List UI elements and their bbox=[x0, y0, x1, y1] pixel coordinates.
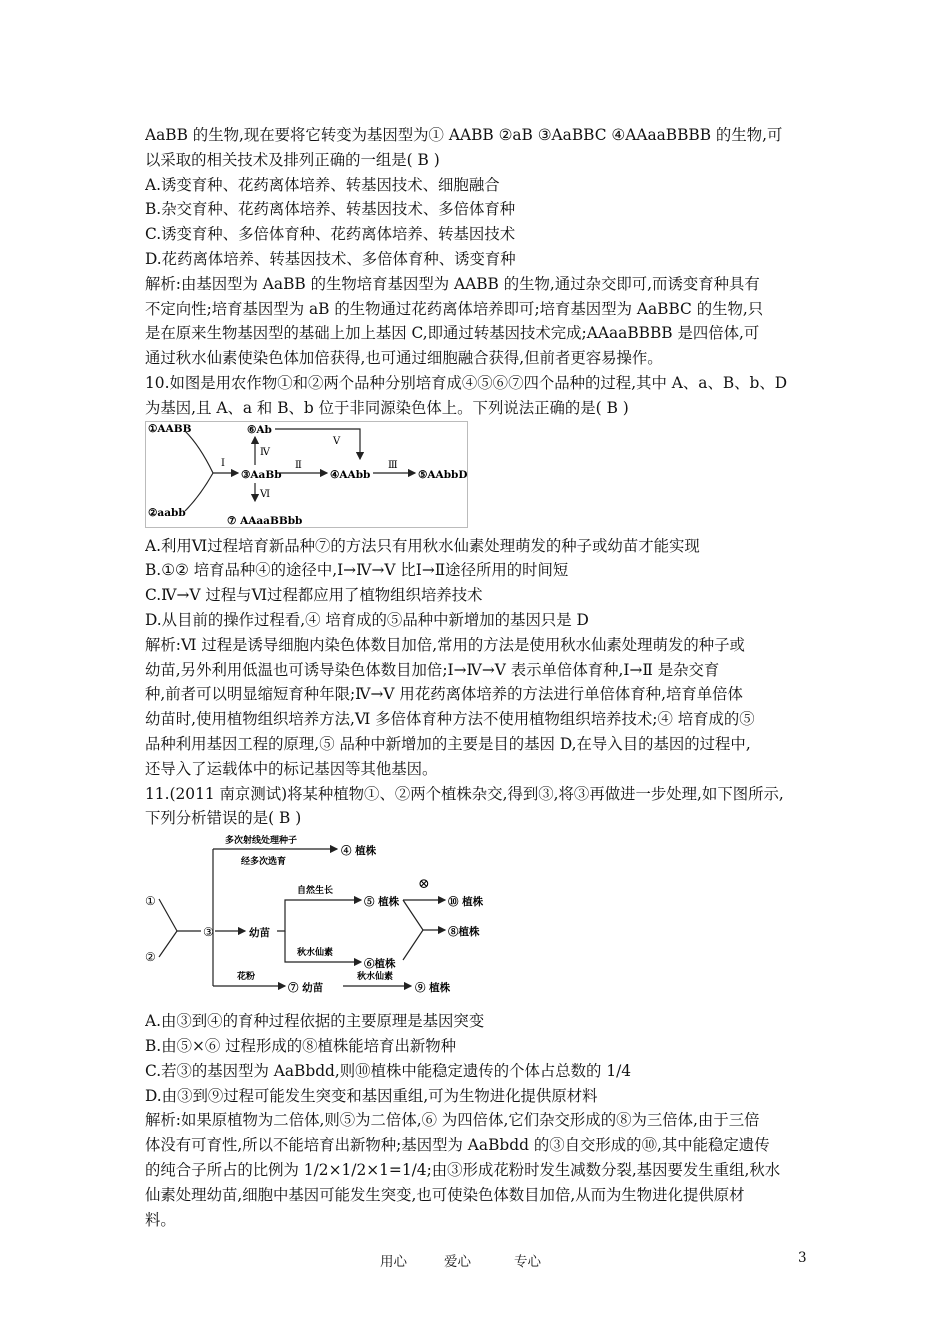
page-number: 3 bbox=[798, 1250, 807, 1266]
analysis-line: 品种利用基因工程的原理,⑤ 品种中新增加的主要是目的基因 D,在导入目的基因的过程中, bbox=[145, 734, 751, 753]
node-seedling: 幼苗 bbox=[249, 927, 270, 940]
analysis-line: 料。 bbox=[145, 1210, 176, 1229]
analysis-line: 解析:由基因型为 AaBB 的生物培育基因型为 AABB 的生物,通过杂交即可,而诱变育种具有 bbox=[145, 274, 760, 293]
label-pollen: 花粉 bbox=[237, 972, 256, 983]
option-d: D.从目前的操作过程看,④ 培育成的⑤品种中新增加的基因只是 D bbox=[145, 610, 589, 629]
merge-5-6 bbox=[403, 900, 423, 960]
question-10: 10.如图是用农作物①和②两个品种分别培育成④⑤⑥⑦四个品种的过程,其中 A、a、B、b、D bbox=[145, 373, 788, 392]
page-footer bbox=[0, 1250, 950, 1270]
question-11: 下列分析错误的是( B ) bbox=[145, 809, 302, 828]
analysis-line: 通过秋水仙素使染色体加倍获得,也可通过细胞融合获得,但前者更容易操作。 bbox=[145, 349, 663, 368]
node-7: ⑦ AAaaBBbb bbox=[227, 514, 303, 527]
question-10: 为基因,且 A、a 和 B、b 位于非同源染色体上。下列说法正确的是( B ) bbox=[145, 398, 629, 417]
arrow-natural bbox=[277, 900, 361, 931]
analysis-line: 幼苗时,使用植物组织培养方法,Ⅵ 多倍体育种方法不使用植物组织培养技术;④ 培育成的⑤ bbox=[145, 710, 755, 729]
node-9-plant: ⑨ 植株 bbox=[415, 982, 451, 995]
analysis-line: 幼苗,另外利用低温也可诱导染色体数目加倍;Ⅰ→Ⅳ→Ⅴ 表示单倍体育种,Ⅰ→Ⅱ 是杂交育 bbox=[145, 660, 720, 679]
analysis-line: 的纯合子所占的比例为 1/2×1/2×1=1/4;由③形成花粉时发生减数分裂,基因要发生重组,秋水 bbox=[145, 1160, 781, 1179]
node-8-plant: ⑧植株 bbox=[448, 926, 480, 939]
node-c1: ① bbox=[145, 894, 156, 909]
option-b: B.①② 培育品种④的途径中,Ⅰ→Ⅳ→Ⅴ 比Ⅰ→Ⅱ途径所用的时间短 bbox=[145, 561, 569, 580]
label-vi: Ⅵ bbox=[260, 488, 271, 500]
node-10-plant: ⑩ 植株 bbox=[448, 896, 484, 909]
label-iv: Ⅳ bbox=[260, 446, 270, 458]
node-c3: ③ bbox=[203, 925, 214, 940]
option-a: A.由③到④的育种过程依据的主要原理是基因突变 bbox=[145, 1012, 485, 1031]
footer-text-2: 爱心 bbox=[444, 1254, 471, 1270]
node-5-plant: ⑤ 植株 bbox=[364, 896, 400, 909]
analysis-line: 还导入了运载体中的标记基因等其他基因。 bbox=[145, 759, 438, 778]
option-c: C.Ⅳ→Ⅴ 过程与Ⅵ过程都应用了植物组织培养技术 bbox=[145, 586, 483, 605]
text-line: 以采取的相关技术及排列正确的一组是( B ) bbox=[145, 150, 440, 169]
question-11: 11.(2011 南京测试)将某种植物①、②两个植株杂交,得到③,将③再做进一步处理,如下图所示, bbox=[145, 784, 784, 803]
label-selection: 经多次选育 bbox=[241, 857, 287, 868]
breeding-diagram-2 bbox=[145, 833, 515, 1008]
self-cross-symbol: ⊗ bbox=[418, 876, 430, 893]
analysis-line: 种,前者可以明显缩短育种年限;Ⅳ→Ⅴ 用花药离体培养的方法进行单倍体育种,培育单倍体 bbox=[145, 685, 743, 704]
figure-2-container bbox=[145, 831, 813, 1009]
analysis-line: 仙素处理幼苗,细胞中基因可能发生突变,也可使染色体数目加倍,从而为生物进化提供原材 bbox=[145, 1185, 745, 1204]
option-b: B.杂交育种、花药离体培养、转基因技术、多倍体育种 bbox=[145, 200, 516, 219]
option-c: C.诱变育种、多倍体育种、花药离体培养、转基因技术 bbox=[145, 225, 516, 244]
node-6: ⑥Ab bbox=[247, 423, 272, 436]
analysis-line: 体没有可育性,所以不能培育出新物种;基因型为 AaBbdd 的③自交形成的⑩,其中能稳定遗传 bbox=[145, 1136, 770, 1155]
label-iii: Ⅲ bbox=[388, 459, 398, 471]
option-a: A.诱变育种、花药离体培养、转基因技术、细胞融合 bbox=[145, 175, 500, 194]
label-v: Ⅴ bbox=[333, 435, 341, 447]
node-4-plant: ④ 植株 bbox=[341, 845, 377, 858]
label-i: Ⅰ bbox=[221, 457, 225, 469]
cross-lines bbox=[159, 899, 177, 957]
option-d: D.花药离体培养、转基因技术、多倍体育种、诱变育种 bbox=[145, 249, 516, 268]
merge-lines bbox=[185, 431, 213, 511]
footer-text-1: 用心 bbox=[380, 1254, 407, 1270]
node-c2: ② bbox=[145, 950, 156, 965]
analysis-line: 是在原来生物基因型的基础上加上基因 C,即通过转基因技术完成;AAaaBBBB 是四倍体,可 bbox=[145, 324, 760, 343]
text-body bbox=[145, 123, 813, 1232]
node-6-plant: ⑥植株 bbox=[364, 958, 396, 971]
option-d: D.由③到⑨过程可能发生突变和基因重组,可为生物进化提供原材料 bbox=[145, 1086, 598, 1105]
label-colchicine: 秋水仙素 bbox=[297, 948, 334, 959]
node-1: ①AABB bbox=[148, 422, 192, 435]
analysis-line: 不定向性;培育基因型为 aB 的生物通过花药离体培养即可;培育基因型为 AaBBC 的生物,只 bbox=[145, 299, 764, 318]
option-a: A.利用Ⅵ过程培育新品种⑦的方法只有用秋水仙素处理萌发的种子或幼苗才能实现 bbox=[145, 536, 700, 555]
node-5: ⑤AAbbD bbox=[418, 468, 468, 481]
arrow-v bbox=[275, 429, 360, 459]
figure-1-container bbox=[145, 421, 813, 534]
node-2: ②aabb bbox=[148, 506, 186, 519]
label-natural: 自然生长 bbox=[297, 886, 334, 897]
label-colchicine-2: 秋水仙素 bbox=[357, 972, 394, 983]
breeding-diagram-1 bbox=[145, 421, 475, 531]
node-4: ④AAbb bbox=[330, 468, 371, 481]
label-ii: Ⅱ bbox=[295, 459, 302, 471]
analysis-line: 解析:如果原植物为二倍体,则⑤为二倍体,⑥ 为四倍体,它们杂交形成的⑧为三倍体,由于三倍 bbox=[145, 1111, 760, 1130]
footer-text-3: 专心 bbox=[514, 1254, 541, 1270]
label-irradiation: 多次射线处理种子 bbox=[225, 836, 298, 847]
node-7-seedling: ⑦ 幼苗 bbox=[288, 982, 324, 995]
text-line: AaBB 的生物,现在要将它转变为基因型为① AABB ②aB ③AaBBC ④AAaaBBBB 的生物,可 bbox=[145, 126, 783, 144]
option-c: C.若③的基因型为 AaBbdd,则⑩植株中能稳定遗传的个体占总数的 1/4 bbox=[145, 1061, 632, 1080]
analysis-line: 解析:Ⅵ 过程是诱导细胞内染色体数目加倍,常用的方法是使用秋水仙素处理萌发的种子或 bbox=[145, 635, 745, 654]
option-b: B.由⑤×⑥ 过程形成的⑧植株能培育出新物种 bbox=[145, 1036, 457, 1055]
node-3: ③AaBb bbox=[241, 468, 282, 481]
